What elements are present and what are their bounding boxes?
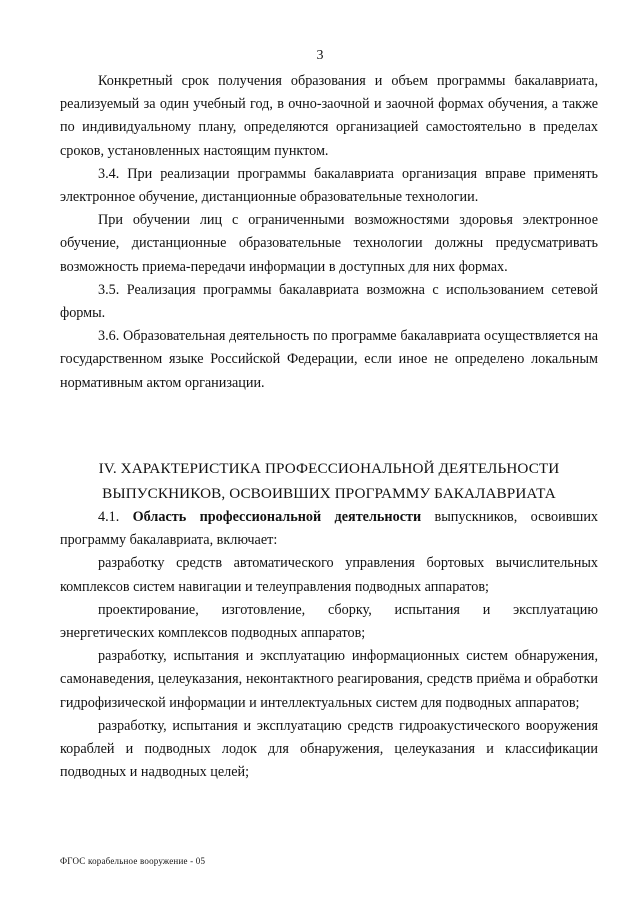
list-item: проектирование, изготовление, сборку, испытания и эксплуатацию энергетических комплексов подводных аппаратов; [60,601,598,642]
section-title-line-1: IV. ХАРАКТЕРИСТИКА ПРОФЕССИОНАЛЬНОЙ ДЕЯТЕЛЬНОСТИ [98,460,560,477]
list-item: разработку, испытания и эксплуатацию средств гидроакустического вооружения кораблей и подводных лодок для обнаружения, целеуказания и классификации подводных и надводных целей; [60,717,598,781]
paragraph: Конкретный срок получения образования и объем программы бакалавриата, реализуемый за один учебный год, в очно-заочной и заочной формах обучения, а также по индивидуальному плану, определяются организацией самостоятельно в пределах сроков, установленных настоящим пунктом. [60,73,598,159]
paragraph: 3.6. Образовательная деятельность по программе бакалавриата осуществляется на государственном языке Российской Федерации, если иное не определено локальным нормативным актом организации. [60,328,598,391]
page-number: 3 [316,48,324,63]
body-text-top [60,70,598,395]
list-item: разработку, испытания и эксплуатацию информационных систем обнаружения, самонаведения, целеуказания, неконтактного реагирования, средств приёма и обработки гидрофизической информации и интеллектуальных систем для подводных аппаратов; [60,648,598,711]
paragraph: 3.4. При реализации программы бакалавриата организация вправе применять электронное обучение, дистанционные образовательные технологии. [60,165,598,206]
paragraph: 3.5. Реализация программы бакалавриата возможна с использованием сетевой формы. [60,281,598,322]
list-item: разработку средств автоматического управления бортовых вычислительных комплексов систем навигации и телеуправления подводных аппаратов; [60,555,598,595]
paragraph: При обучении лиц с ограниченными возможностями здоровья электронное обучение, дистанционные образовательные технологии должны предусматривать возможность приема-передачи информации в доступных для них формах. [60,212,598,275]
footer: ФГОС корабельное вооружение - 05 [60,856,206,866]
section-block [60,456,598,784]
section-title-line-2: ВЫПУСКНИКОВ, ОСВОИВШИХ ПРОГРАММУ БАКАЛАВРИАТА [102,485,556,502]
bold-term: Область профессиональной деятельности [132,509,422,525]
item-4-1 [60,506,598,552]
item-number: 4.1. [98,509,120,525]
item-rest: выпускников, освоивших программу бакалавриата, включает: [60,509,598,549]
